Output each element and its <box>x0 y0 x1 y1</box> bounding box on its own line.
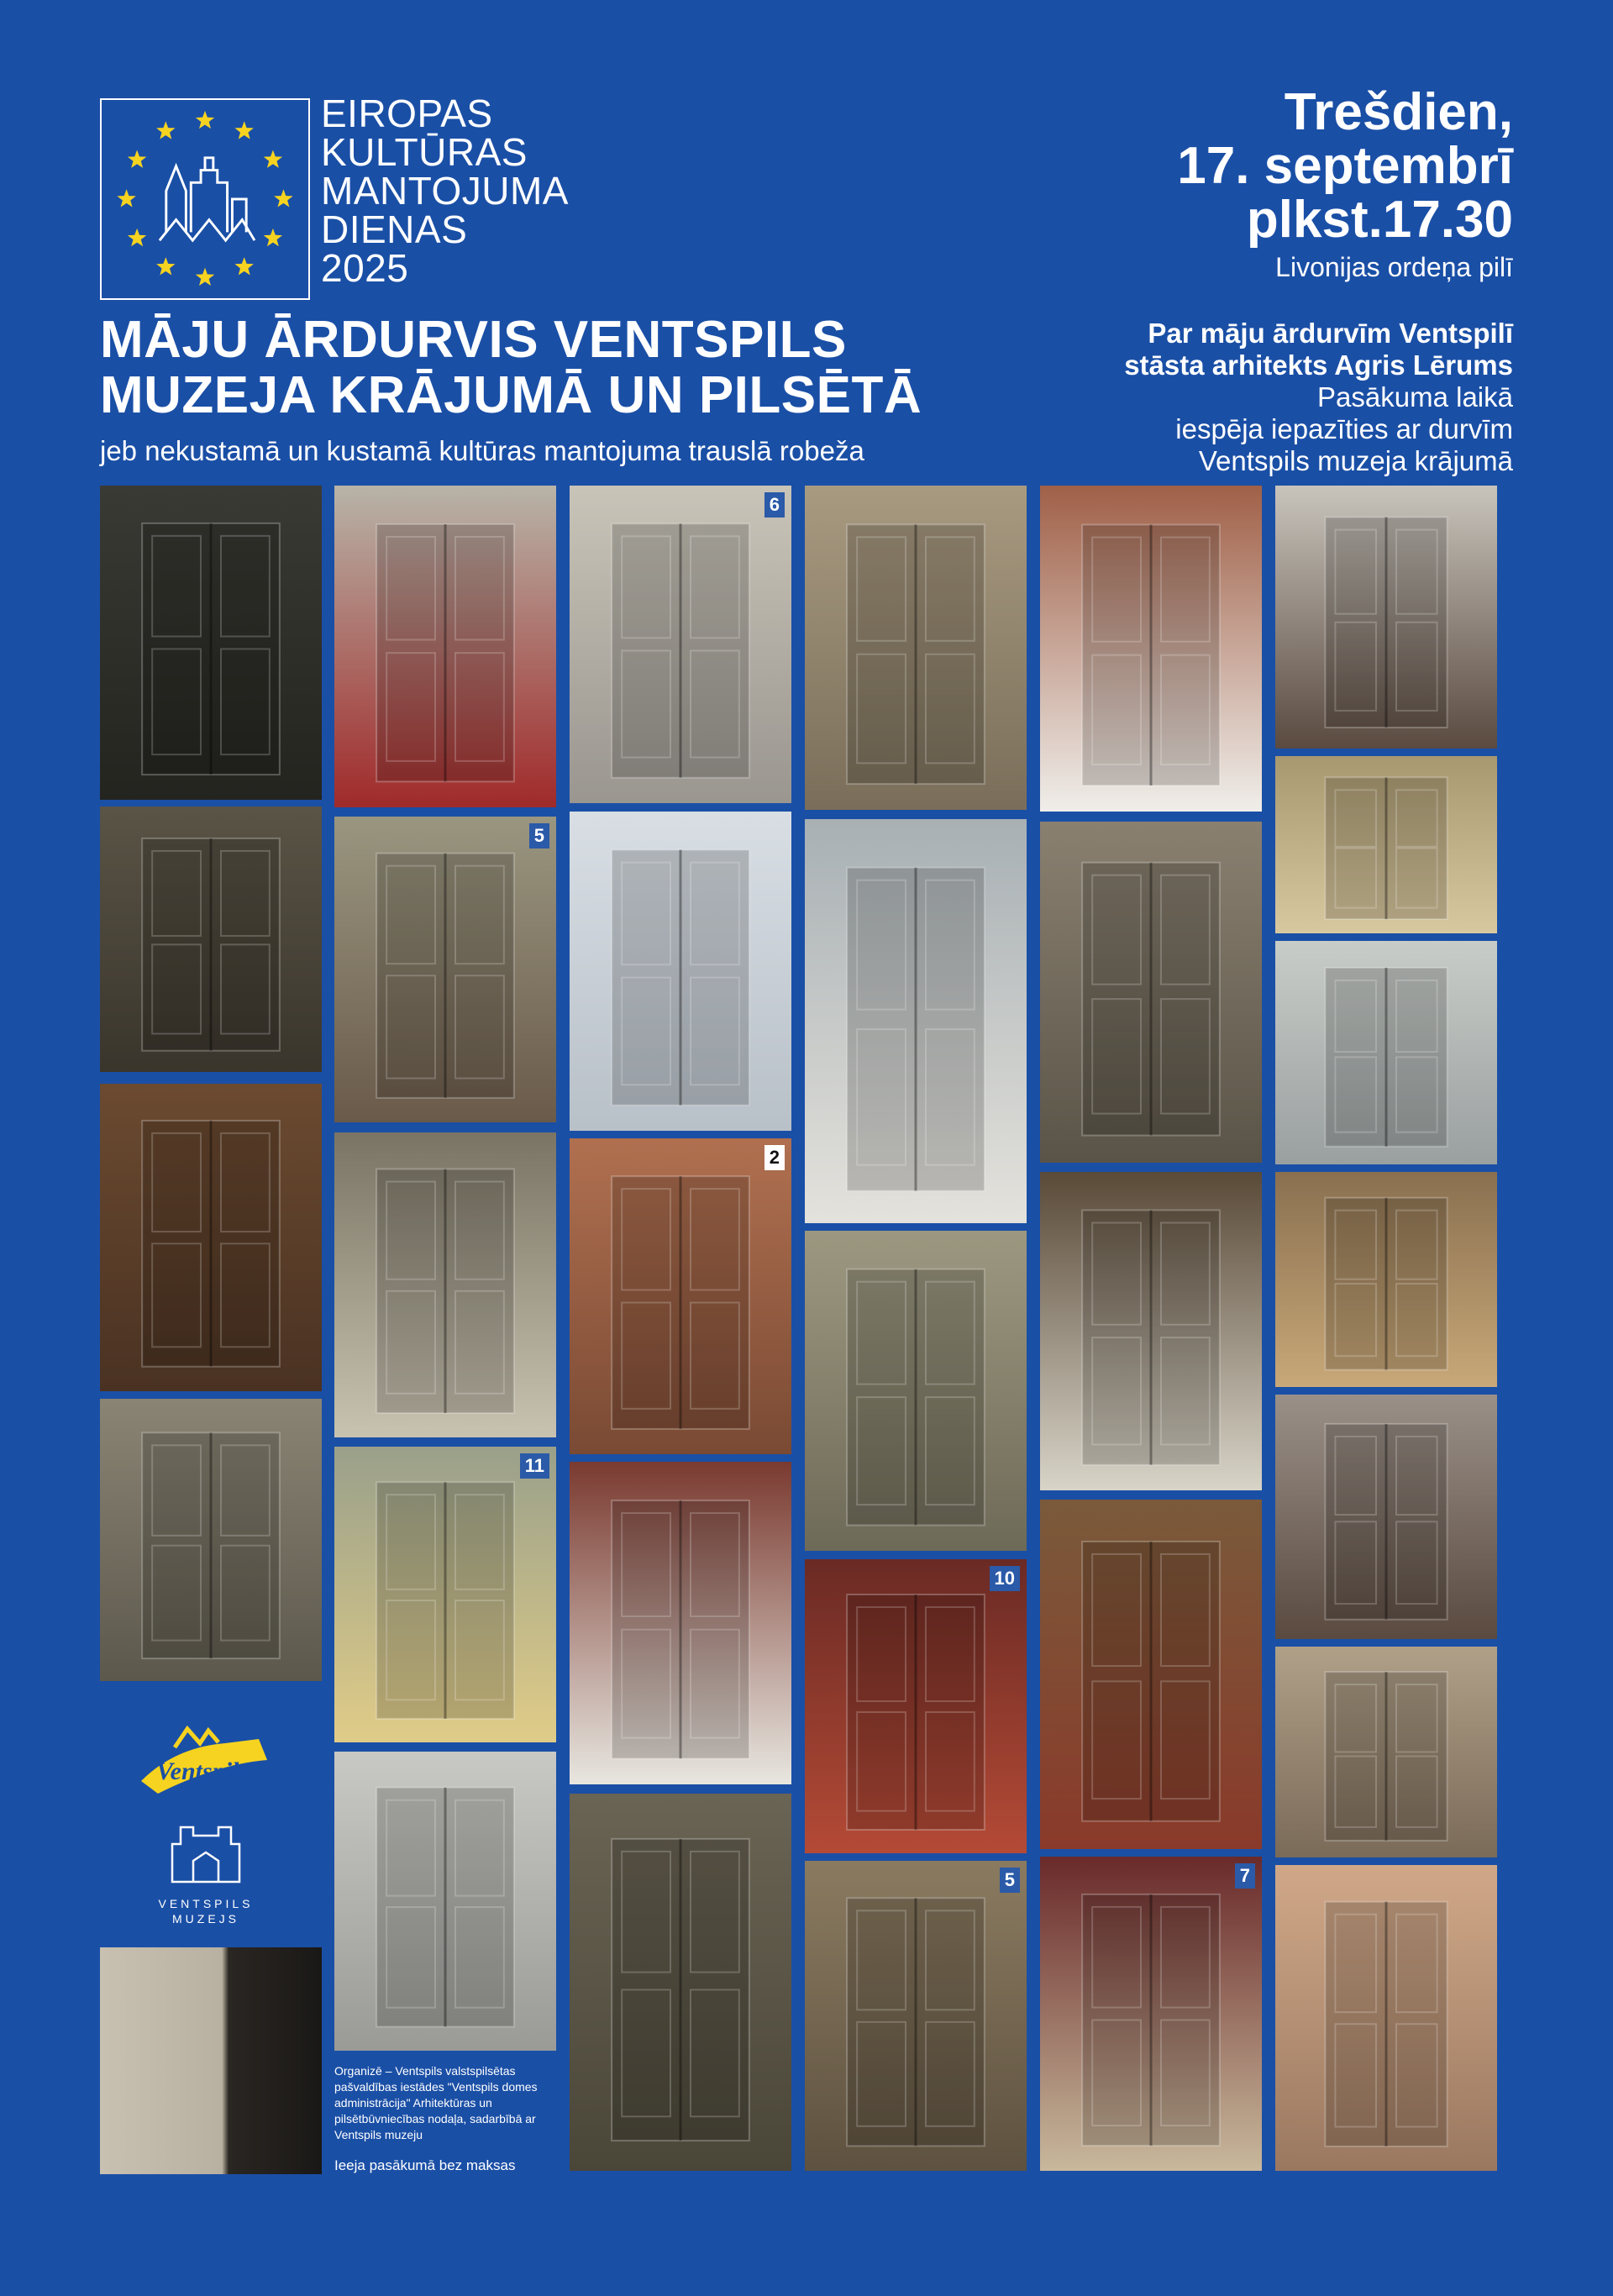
door-icon <box>1040 486 1262 812</box>
speaker-line-1: Par māju ārdurvīm Ventspilī <box>1148 318 1513 349</box>
castle-star-icon <box>102 100 308 298</box>
door-icon <box>100 486 322 800</box>
event-date-block <box>875 83 1513 284</box>
door-icon <box>1275 756 1497 933</box>
star-icon <box>156 121 175 139</box>
house-number: 2 <box>764 1145 785 1170</box>
subtitle: jeb nekustamā un kustamā kultūras mantojuma trauslā robeža <box>100 435 864 466</box>
event-weekday: Trešdien, <box>1284 83 1513 141</box>
logo-line-1: EIROPAS <box>321 92 493 135</box>
door-photo <box>1275 1647 1497 1857</box>
door-icon <box>570 1138 791 1454</box>
door-icon <box>1275 486 1497 749</box>
door-icon <box>1040 1857 1262 2171</box>
star-icon <box>156 257 175 275</box>
speaker-block <box>875 318 1513 477</box>
door-photo <box>570 486 791 803</box>
house-number: 5 <box>529 823 549 849</box>
door-photo <box>1040 1500 1262 1849</box>
door-photo <box>1275 941 1497 1164</box>
door-photo <box>1275 1172 1497 1387</box>
house-number: 11 <box>520 1453 549 1479</box>
title-line-2: MUZEJA KRĀJUMĀ UN PILSĒTĀ <box>100 366 922 424</box>
star-icon <box>234 257 253 275</box>
door-icon <box>334 1447 556 1742</box>
door-photo <box>334 1132 556 1437</box>
door-icon <box>1275 1172 1497 1387</box>
door-photo <box>1040 1857 1262 2171</box>
door-photo <box>570 1138 791 1454</box>
organizer-text: Organizē – Ventspils valstspilsētas pašvaldības iestādes "Ventspils domes administrācija" Arhitektūras un pilsētbūvniecības nodaļa, sadarbībā ar Ventspils muzeju <box>334 2064 538 2141</box>
door-icon <box>805 819 1027 1223</box>
door-icon <box>805 1861 1027 2171</box>
heritage-days-title <box>321 92 623 290</box>
door-photo <box>100 1084 322 1391</box>
title-line-1: MĀJU ĀRDURVIS VENTSPILS <box>100 311 847 369</box>
info-line-2: iespēja iepazīties ar durvīm <box>1175 413 1513 444</box>
door-icon <box>100 1084 322 1391</box>
door-icon <box>1040 1172 1262 1490</box>
door-icon <box>570 1462 791 1784</box>
event-venue: Livonijas ordeņa pilī <box>1275 252 1513 282</box>
house-number: 10 <box>990 1566 1020 1591</box>
door-photo <box>334 1447 556 1742</box>
info-line-3: Ventspils muzeja krājumā <box>1198 445 1513 476</box>
door-icon <box>805 1231 1027 1551</box>
door-photo <box>334 1752 556 2051</box>
door-icon <box>100 806 322 1072</box>
house-number: 6 <box>764 492 785 518</box>
house-number: 7 <box>1235 1863 1255 1889</box>
door-photo <box>1275 1395 1497 1639</box>
star-icon <box>234 121 253 139</box>
door-icon <box>570 486 791 803</box>
door-photo <box>100 1399 322 1681</box>
star-icon <box>264 150 282 167</box>
house-number: 5 <box>1000 1868 1020 1893</box>
door-icon <box>570 812 791 1131</box>
door-photo <box>1040 1172 1262 1490</box>
architect-photo <box>100 1947 322 2174</box>
logo-line-3: MANTOJUMA <box>321 169 569 213</box>
door-icon <box>1040 822 1262 1163</box>
star-icon <box>264 229 282 246</box>
logo-line-2: KULTŪRAS <box>321 130 528 174</box>
door-icon <box>1275 1395 1497 1639</box>
door-icon <box>1275 1865 1497 2171</box>
door-photo <box>100 806 322 1072</box>
door-icon <box>1040 1500 1262 1849</box>
logo-line-5: 2025 <box>321 246 409 290</box>
door-icon <box>334 486 556 807</box>
door-photo <box>570 1794 791 2171</box>
door-photo <box>100 486 322 800</box>
fortress-icon <box>155 1819 256 1890</box>
star-icon <box>117 189 135 207</box>
star-icon <box>274 189 292 207</box>
speaker-line-2: stāsta arhitekts Agris Lērums <box>1124 349 1513 381</box>
door-photo <box>805 819 1027 1223</box>
door-photo <box>1275 1865 1497 2171</box>
door-icon <box>570 1794 791 2171</box>
door-icon <box>334 817 556 1122</box>
door-photo <box>334 817 556 1122</box>
ventspils-logo-text: Ventspils <box>156 1757 250 1785</box>
door-icon <box>805 1559 1027 1853</box>
ventspils-city-logo <box>124 1714 284 1806</box>
museum-name-line-2: MUZEJS <box>172 1912 239 1926</box>
door-photo <box>805 1231 1027 1551</box>
door-photo <box>570 812 791 1131</box>
star-icon <box>128 150 146 167</box>
event-time: plkst.17.30 <box>1246 191 1513 249</box>
star-icon <box>128 229 146 246</box>
door-icon <box>805 486 1027 810</box>
door-photo <box>334 486 556 807</box>
admission-text: Ieeja pasākumā bez maksas <box>334 2157 516 2173</box>
logo-line-4: DIENAS <box>321 208 468 251</box>
event-date: 17. septembrī <box>1177 137 1513 195</box>
door-icon <box>334 1132 556 1437</box>
heritage-days-logo <box>100 98 310 300</box>
door-icon <box>100 1399 322 1681</box>
door-icon <box>1275 941 1497 1164</box>
door-photo <box>1040 822 1262 1163</box>
info-line-1: Pasākuma laikā <box>1317 381 1513 412</box>
door-photo <box>570 1462 791 1784</box>
star-icon <box>196 111 214 129</box>
star-icon <box>196 268 214 286</box>
door-icon <box>1275 1647 1497 1857</box>
museum-name-line-1: VENTSPILS <box>158 1897 254 1910</box>
door-photo <box>1040 486 1262 812</box>
museum-logo <box>155 1819 256 1890</box>
door-photo <box>1275 486 1497 749</box>
door-photo <box>1275 756 1497 933</box>
door-photo <box>805 486 1027 810</box>
door-photo <box>805 1559 1027 1853</box>
door-icon <box>334 1752 556 2051</box>
door-photo <box>805 1861 1027 2171</box>
